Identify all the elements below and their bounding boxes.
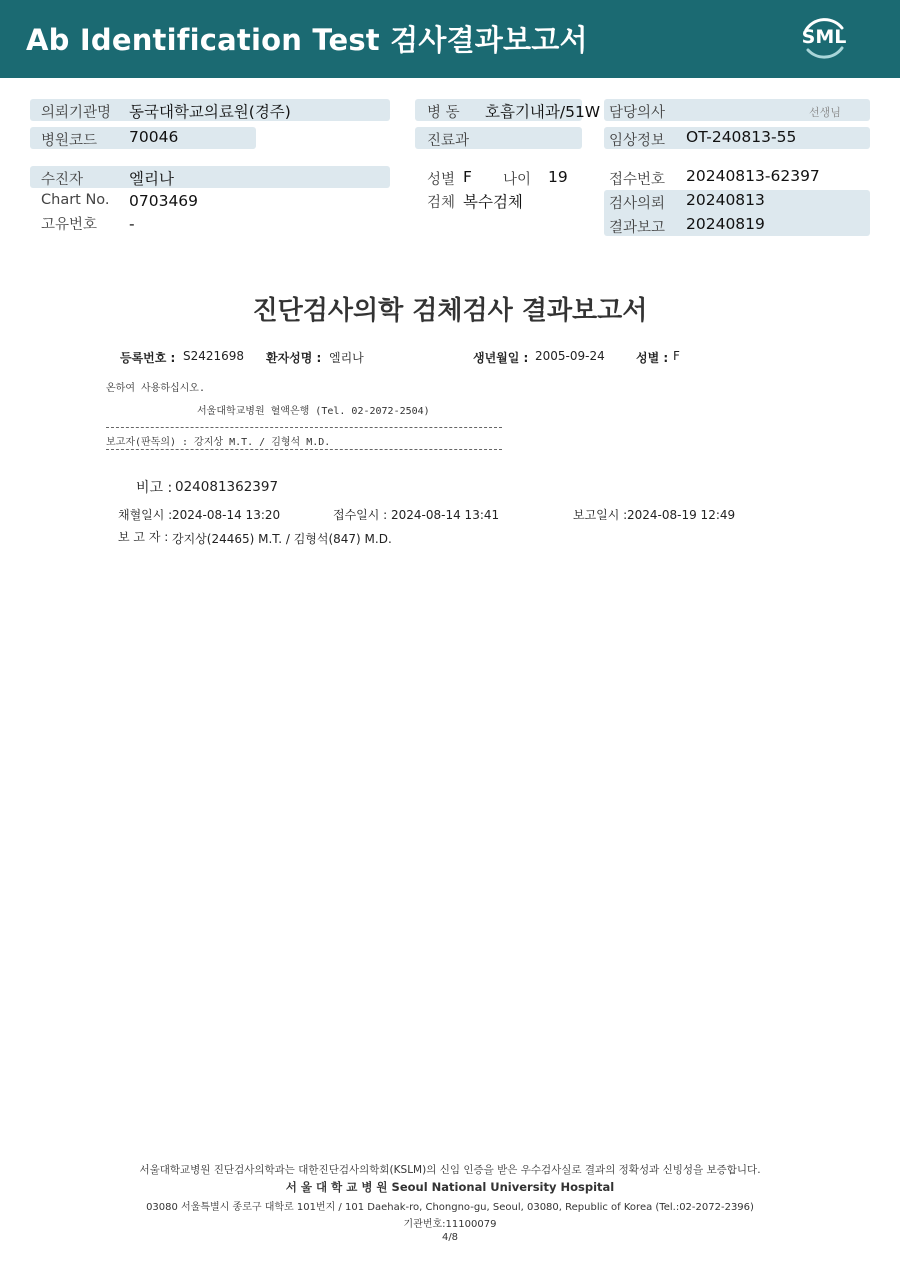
receipt-label: 접수번호: [609, 172, 666, 188]
collect-value: 2024-08-14 13:20: [172, 508, 281, 522]
specimen-value: 복수검체: [463, 193, 523, 211]
name-value: 엘리나: [329, 351, 364, 365]
request-value: 20240813: [686, 191, 765, 209]
accept-value: 2024-08-14 13:41: [391, 508, 500, 522]
unique-value: -: [129, 215, 135, 233]
accept-label: 접수일시 :: [333, 508, 388, 522]
unique-label: 고유번호: [41, 217, 98, 233]
reg-no-value: S2421698: [183, 349, 245, 363]
institution-value: 동국대학교의료원(경주): [129, 103, 291, 121]
doctor-suffix: 선생님: [809, 106, 841, 119]
doctor-label: 담당의사: [609, 105, 666, 121]
clinical-label: 임상정보: [609, 133, 666, 149]
request-label: 검사의뢰: [609, 196, 666, 212]
age-value: 19: [548, 168, 568, 186]
dept-label: 진료과: [427, 133, 470, 149]
collect-label: 채혈일시 :: [118, 508, 173, 522]
sml-logo: [796, 12, 852, 64]
divider-top: [106, 427, 502, 428]
hospital-name: 서 울 대 학 교 병 원 Seoul National University Hospital: [285, 1180, 615, 1194]
dob-value: 2005-09-24: [535, 349, 605, 363]
report-header: [0, 0, 900, 78]
reg-no-label: 등록번호 :: [120, 351, 176, 365]
report-date-value: 2024-08-19 12:49: [627, 508, 736, 522]
sex-label-report: 성별 :: [636, 351, 669, 365]
patient-field-bg: [30, 166, 390, 188]
notice-line: 온하여 사용하십시오.: [106, 383, 205, 394]
ward-value: 호흡기내과/51W: [485, 103, 601, 121]
reporter-reading-line: 보고자(판독의) : 강지상 M.T. / 김형석 M.D.: [106, 437, 331, 448]
page-number: 4/8: [441, 1232, 459, 1243]
remark-value: 024081362397: [175, 479, 279, 495]
ward-label: 병 동: [427, 105, 460, 121]
remark-label: 비고 :: [136, 480, 173, 496]
sex-value-report: F: [673, 349, 680, 363]
sex-label: 성별: [427, 172, 456, 188]
report-label: 결과보고: [609, 220, 666, 236]
chart-label: Chart No.: [41, 192, 110, 208]
institution-label: 의뢰기관명: [41, 105, 112, 121]
clinical-value: OT-240813-55: [686, 128, 797, 146]
agency-number: 기관번호:11100079: [403, 1219, 497, 1230]
sex-value: F: [463, 168, 472, 186]
report-date-label: 보고일시 :: [573, 508, 628, 522]
chart-value: 0703469: [129, 192, 199, 210]
certification-text: 서울대학교병원 진단검사의학과는 대한진단검사의학회(KSLM)의 신임 인증을 받은 우수검사실로 결과의 정확성과 신빙성을 보증합니다.: [139, 1164, 761, 1176]
age-label: 나이: [503, 172, 532, 188]
specimen-label: 검체: [427, 195, 456, 211]
dob-label: 생년월일 :: [473, 351, 529, 365]
reporter-value: 강지상(24465) M.T. / 김형석(847) M.D.: [172, 532, 392, 546]
divider-bottom: [106, 449, 502, 450]
logo-text: SML: [801, 26, 847, 48]
header-title: Ab Identification Test 검사결과보고서: [26, 23, 588, 57]
blood-bank-line: 서울대학교병원 혈액은행 (Tel. 02-2072-2504): [197, 406, 430, 417]
hospital-code-value: 70046: [129, 128, 179, 146]
patient-value: 엘리나: [129, 170, 174, 188]
hospital-code-label: 병원코드: [41, 133, 98, 149]
report-title: 진단검사의학 검체검사 결과보고서: [252, 296, 648, 326]
address-text: 03080 서울특별시 종로구 대학로 101번지 / 101 Daehak-ro, Chongno-gu, Seoul, 03080, Republic of Korea (Tel.:02-2072-2396): [146, 1202, 754, 1213]
receipt-value: 20240813-62397: [686, 167, 820, 185]
patient-label: 수진자: [41, 172, 84, 188]
name-label: 환자성명 :: [266, 351, 322, 365]
reporter-label: 보 고 자 :: [118, 530, 169, 544]
report-value: 20240819: [686, 215, 765, 233]
